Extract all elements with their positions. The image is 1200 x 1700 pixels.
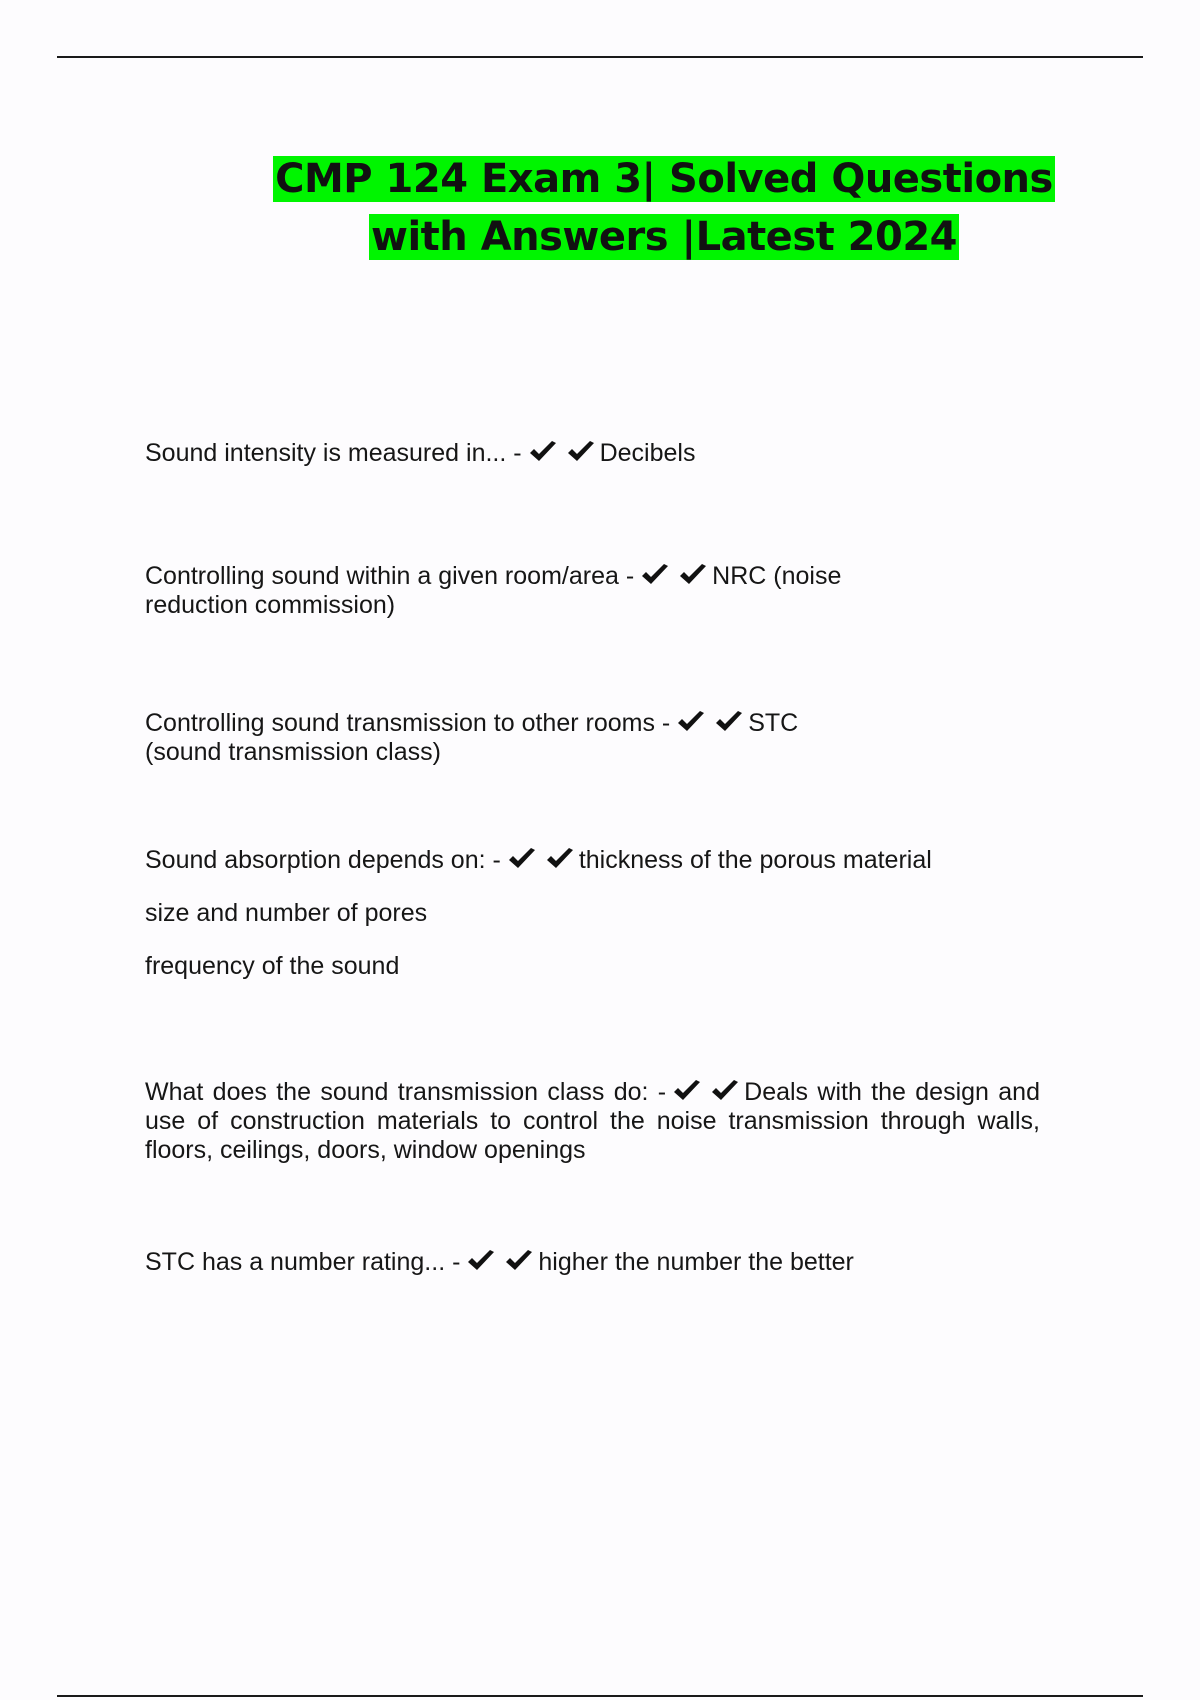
answer-text: thickness of the porous material — [578, 846, 932, 874]
answer-text-continued: reduction commission) — [145, 591, 396, 619]
answer-text: Decibels — [599, 439, 696, 467]
title-line-1: CMP 124 Exam 3| Solved Questions — [275, 156, 1053, 202]
qa-item — [145, 1248, 1040, 1277]
document-title — [200, 150, 1128, 266]
answer-text: NRC (noise — [712, 562, 842, 590]
check-mark-icon — [676, 711, 706, 733]
bottom-rule — [57, 1695, 1143, 1697]
question-text: Controlling sound transmission to other rooms - — [145, 709, 671, 737]
check-mark-icon — [710, 1080, 740, 1102]
check-mark-icon — [466, 1250, 496, 1272]
answer-extra-line: frequency of the sound — [145, 952, 400, 980]
qa-item — [145, 562, 1040, 620]
check-mark-icon — [714, 711, 744, 733]
check-mark-icon — [678, 564, 708, 586]
question-text: Sound absorption depends on: - — [145, 846, 501, 874]
question-text: STC has a number rating... - — [145, 1248, 461, 1276]
check-mark-icon — [528, 441, 558, 463]
question-text: Controlling sound within a given room/area - — [145, 562, 635, 590]
answer-text: Deals with the design and use of construction materials to control the noise transmission through walls, floors, ceilings, doors, window openings — [145, 1078, 1040, 1164]
answer-text: STC — [748, 709, 799, 737]
answer-extra-line: size and number of pores — [145, 899, 428, 927]
check-mark-icon — [545, 848, 575, 870]
check-mark-icon — [640, 564, 670, 586]
top-rule — [57, 56, 1143, 58]
check-mark-icon — [507, 848, 537, 870]
answer-text-continued: (sound transmission class) — [145, 738, 441, 766]
check-mark-icon — [504, 1250, 534, 1272]
question-text: Sound intensity is measured in... - — [145, 439, 522, 467]
qa-item — [145, 439, 1040, 468]
question-text: What does the sound transmission class do: - — [145, 1078, 667, 1106]
qa-item — [145, 1078, 1040, 1165]
qa-item — [145, 709, 1040, 767]
answer-text: higher the number the better — [538, 1248, 854, 1276]
check-mark-icon — [672, 1080, 702, 1102]
title-line-2: with Answers |Latest 2024 — [371, 214, 957, 260]
check-mark-icon — [566, 441, 596, 463]
qa-item — [145, 846, 1040, 981]
